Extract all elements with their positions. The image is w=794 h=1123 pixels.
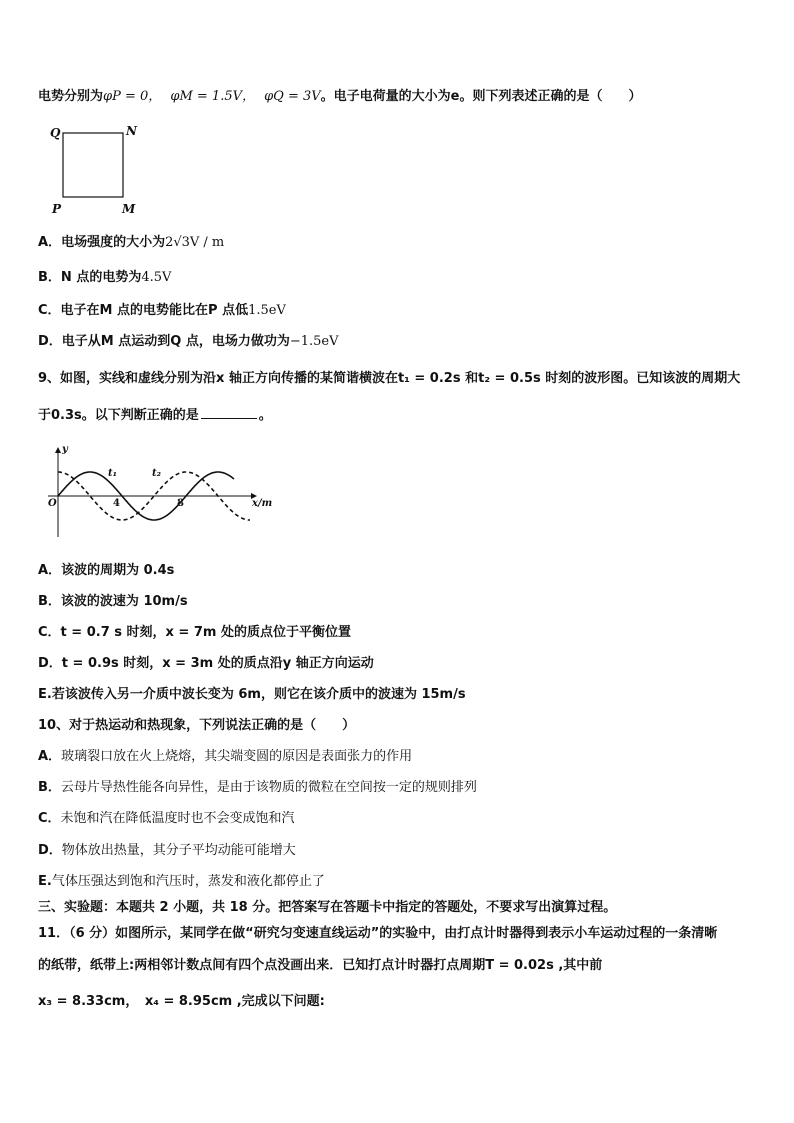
t1-label: t₁ <box>108 468 117 479</box>
q10-option-b: B．云母片导热性能各向异性，是由于该物质的微粒在空间按一定的规则排列 <box>38 780 477 795</box>
x-unit-label: x/m <box>252 498 273 509</box>
label-Q: Q <box>50 126 61 140</box>
q8-option-a: A．电场强度的大小为2√3V / m <box>38 235 225 250</box>
q9-option-a: A．该波的周期为 0.4s <box>38 563 175 578</box>
label-M: M <box>122 202 136 216</box>
q10-option-e: E.气体压强达到饱和汽压时，蒸发和液化都停止了 <box>38 874 325 889</box>
y-label: y <box>62 444 68 455</box>
q10-option-a: A．玻璃裂口放在火上烧熔，其尖端变圆的原因是表面张力的作用 <box>38 749 413 764</box>
section-3-heading: 三、实验题：本题共 2 小题，共 18 分。把答案写在答题卡中指定的答题处，不要求写出演算过程。 <box>38 900 617 915</box>
tick-4: 4 <box>113 498 120 509</box>
q8-stem: 电势分别为φP = 0， φM = 1.5V， φQ = 3V。电子电荷量的大小为e。则下列表述正确的是（ ） <box>38 89 642 104</box>
q8-option-b: B．N 点的电势为4.5V <box>38 270 172 285</box>
origin-label: O <box>48 498 57 509</box>
q11-line3: x₃ = 8.33cm， x₄ = 8.95cm ,完成以下问题: <box>38 994 325 1009</box>
square-outline <box>63 133 123 197</box>
q8-option-d: D．电子从M 点运动到Q 点，电场力做功为−1.5eV <box>38 334 339 349</box>
q9-option-d: D．t = 0.9s 时刻，x = 3m 处的质点沿y 轴正方向运动 <box>38 656 374 671</box>
t2-label: t₂ <box>152 468 161 479</box>
q9-stem-line2: 于0.3s。以下判断正确的是 。 <box>38 408 272 423</box>
q9-option-b: B．该波的波速为 10m/s <box>38 594 188 609</box>
answer-blank <box>201 406 257 419</box>
q8-option-c: C．电子在M 点的电势能比在P 点低1.5eV <box>38 303 286 318</box>
q9-stem-line1: 9、如图，实线和虚线分别为沿x 轴正方向传播的某简谐横波在t₁ = 0.2s 和t₂ = 0.5s 时刻的波形图。已知该波的周期大 <box>38 371 741 386</box>
q10-option-d: D．物体放出热量，其分子平均动能可能增大 <box>38 843 296 858</box>
q9-option-c: C．t = 0.7 s 时刻，x = 7m 处的质点位于平衡位置 <box>38 625 351 640</box>
label-P: P <box>52 202 62 216</box>
wave-diagram <box>44 440 274 540</box>
q11-line1: 11．（6 分）如图所示，某同学在做“研究匀变速直线运动”的实验中，由打点计时器得到表示小车运动过程的一条清晰 <box>38 926 718 941</box>
q10-stem: 10、对于热运动和热现象，下列说法正确的是（ ） <box>38 718 356 733</box>
q11-line2: 的纸带，纸带上:两相邻计数点间有四个点没画出来．已知打点计时器打点周期T = 0.02s ,其中前 <box>38 958 603 973</box>
square-figure <box>46 122 146 218</box>
q9-option-e: E.若该波传入另一介质中波长变为 6m，则它在该介质中的波速为 15m/s <box>38 687 466 702</box>
wave-figure <box>44 440 274 540</box>
tick-8: 8 <box>177 498 184 509</box>
label-N: N <box>126 124 137 138</box>
q10-option-c: C．未饱和汽在降低温度时也不会变成饱和汽 <box>38 811 295 826</box>
